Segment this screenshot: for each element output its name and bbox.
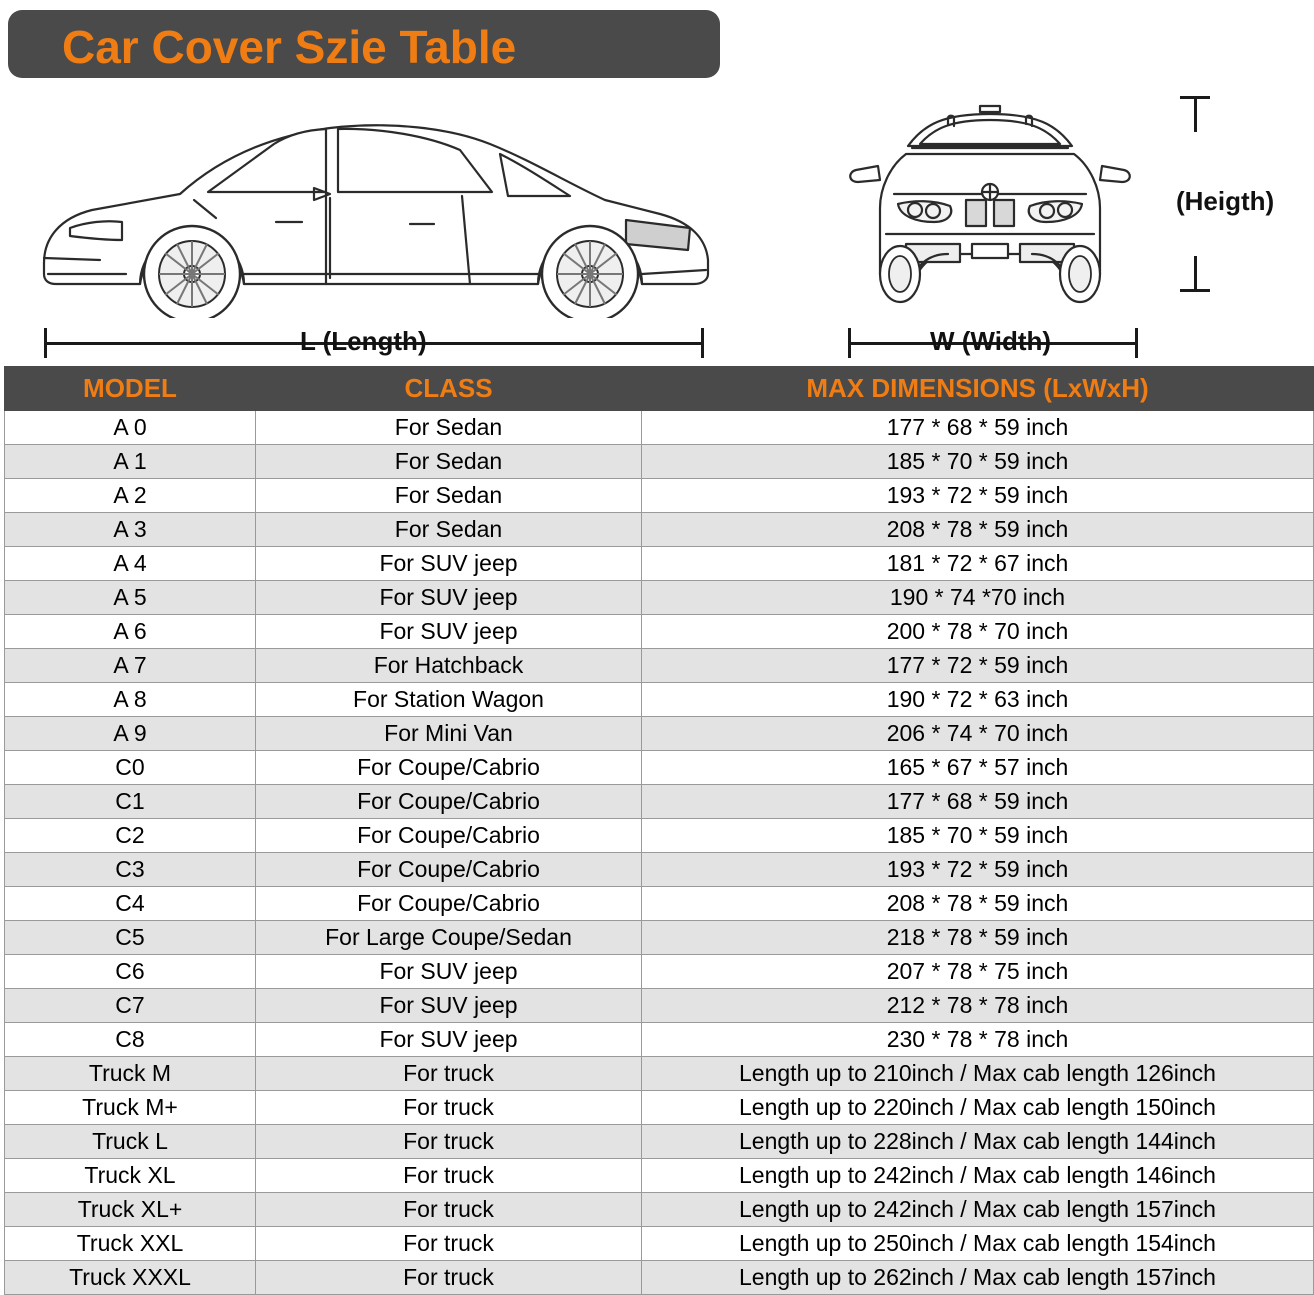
car-side-view-icon [30,88,720,318]
cell-model: C3 [5,853,256,887]
cell-model: C0 [5,751,256,785]
cell-class: For Sedan [256,445,642,479]
cell-dimensions: Length up to 250inch / Max cab length 154inch [642,1227,1314,1261]
cell-model: Truck M [5,1057,256,1091]
cell-dimensions: 193 * 72 * 59 inch [642,853,1314,887]
length-tick-right [701,328,704,358]
cell-dimensions: 193 * 72 * 59 inch [642,479,1314,513]
cell-model: A 4 [5,547,256,581]
cell-dimensions: 190 * 74 *70 inch [642,581,1314,615]
table-row [5,615,1314,649]
cell-dimensions: 208 * 78 * 59 inch [642,513,1314,547]
table-row [5,717,1314,751]
cell-model: A 9 [5,717,256,751]
cell-model: A 6 [5,615,256,649]
table-row [5,1159,1314,1193]
header-model: MODEL [5,367,256,411]
cell-model: A 1 [5,445,256,479]
cell-class: For truck [256,1091,642,1125]
cell-model: Truck XL+ [5,1193,256,1227]
cell-class: For truck [256,1125,642,1159]
table-row [5,1091,1314,1125]
height-bar-bottom [1194,256,1197,292]
cell-model: C6 [5,955,256,989]
table-row [5,479,1314,513]
cell-model: Truck XXL [5,1227,256,1261]
cell-dimensions: 185 * 70 * 59 inch [642,445,1314,479]
table-row [5,751,1314,785]
table-row [5,819,1314,853]
cell-class: For truck [256,1057,642,1091]
cell-model: Truck M+ [5,1091,256,1125]
cell-class: For SUV jeep [256,615,642,649]
cell-class: For SUV jeep [256,989,642,1023]
cell-class: For truck [256,1261,642,1295]
cell-class: For Coupe/Cabrio [256,887,642,921]
cell-model: C5 [5,921,256,955]
cell-class: For Coupe/Cabrio [256,819,642,853]
cell-class: For SUV jeep [256,581,642,615]
table-row [5,411,1314,445]
cell-class: For Station Wagon [256,683,642,717]
table-row [5,1227,1314,1261]
table-row [5,853,1314,887]
table-row [5,989,1314,1023]
cell-class: For Large Coupe/Sedan [256,921,642,955]
table-row [5,1261,1314,1295]
cell-dimensions: Length up to 242inch / Max cab length 146inch [642,1159,1314,1193]
cell-class: For SUV jeep [256,547,642,581]
illustration-area [0,78,1314,364]
cell-model: A 2 [5,479,256,513]
header-class: CLASS [256,367,642,411]
width-label: W (Width) [930,326,1052,356]
car-front-view-icon [820,88,1160,318]
cell-model: A 0 [5,411,256,445]
width-tick-right [1135,328,1138,358]
cell-dimensions: 200 * 78 * 70 inch [642,615,1314,649]
table-row [5,581,1314,615]
cell-dimensions: 230 * 78 * 78 inch [642,1023,1314,1057]
cell-dimensions: 181 * 72 * 67 inch [642,547,1314,581]
table-row [5,921,1314,955]
table-row [5,955,1314,989]
table-row [5,649,1314,683]
cell-dimensions: Length up to 220inch / Max cab length 150inch [642,1091,1314,1125]
cell-dimensions: Length up to 242inch / Max cab length 157inch [642,1193,1314,1227]
length-tick-left [44,328,47,358]
cell-dimensions: 207 * 78 * 75 inch [642,955,1314,989]
cell-class: For Sedan [256,479,642,513]
table-row [5,547,1314,581]
cell-class: For SUV jeep [256,1023,642,1057]
cell-class: For Coupe/Cabrio [256,785,642,819]
table-row [5,683,1314,717]
table-header-row [5,367,1314,411]
cell-class: For truck [256,1159,642,1193]
cell-class: For Sedan [256,411,642,445]
cell-model: A 7 [5,649,256,683]
height-tick-bottom [1180,289,1210,292]
table-row [5,785,1314,819]
cell-model: Truck L [5,1125,256,1159]
cell-class: For Hatchback [256,649,642,683]
header-max-dimensions: MAX DIMENSIONS (LxWxH) [642,367,1314,411]
cell-dimensions: 208 * 78 * 59 inch [642,887,1314,921]
cell-model: C7 [5,989,256,1023]
cell-dimensions: 185 * 70 * 59 inch [642,819,1314,853]
table-row [5,887,1314,921]
cell-class: For SUV jeep [256,955,642,989]
cell-dimensions: 177 * 72 * 59 inch [642,649,1314,683]
cell-model: C1 [5,785,256,819]
height-bar-top [1194,96,1197,132]
cell-dimensions: Length up to 228inch / Max cab length 144inch [642,1125,1314,1159]
cell-dimensions: 177 * 68 * 59 inch [642,411,1314,445]
cell-dimensions: 218 * 78 * 59 inch [642,921,1314,955]
cell-dimensions: 190 * 72 * 63 inch [642,683,1314,717]
cell-model: C8 [5,1023,256,1057]
cell-model: A 8 [5,683,256,717]
cell-dimensions: Length up to 210inch / Max cab length 126inch [642,1057,1314,1091]
height-label: (Heigth) [1176,186,1275,216]
cell-class: For truck [256,1193,642,1227]
table-row [5,1023,1314,1057]
cell-model: C4 [5,887,256,921]
cell-class: For Coupe/Cabrio [256,751,642,785]
cell-model: Truck XL [5,1159,256,1193]
table-row [5,1125,1314,1159]
cell-class: For Mini Van [256,717,642,751]
cell-dimensions: 165 * 67 * 57 inch [642,751,1314,785]
cell-dimensions: 206 * 74 * 70 inch [642,717,1314,751]
table-row [5,513,1314,547]
cell-dimensions: Length up to 262inch / Max cab length 157inch [642,1261,1314,1295]
size-table [4,366,1314,1295]
cell-dimensions: 212 * 78 * 78 inch [642,989,1314,1023]
length-label: L (Length) [300,326,427,356]
cell-model: Truck XXXL [5,1261,256,1295]
table-row [5,445,1314,479]
cell-model: C2 [5,819,256,853]
cell-class: For Coupe/Cabrio [256,853,642,887]
page-title: Car Cover Szie Table [62,21,517,73]
table-row [5,1057,1314,1091]
cell-class: For Sedan [256,513,642,547]
table-row [5,1193,1314,1227]
cell-model: A 5 [5,581,256,615]
cell-class: For truck [256,1227,642,1261]
width-tick-left [848,328,851,358]
cell-model: A 3 [5,513,256,547]
cell-dimensions: 177 * 68 * 59 inch [642,785,1314,819]
